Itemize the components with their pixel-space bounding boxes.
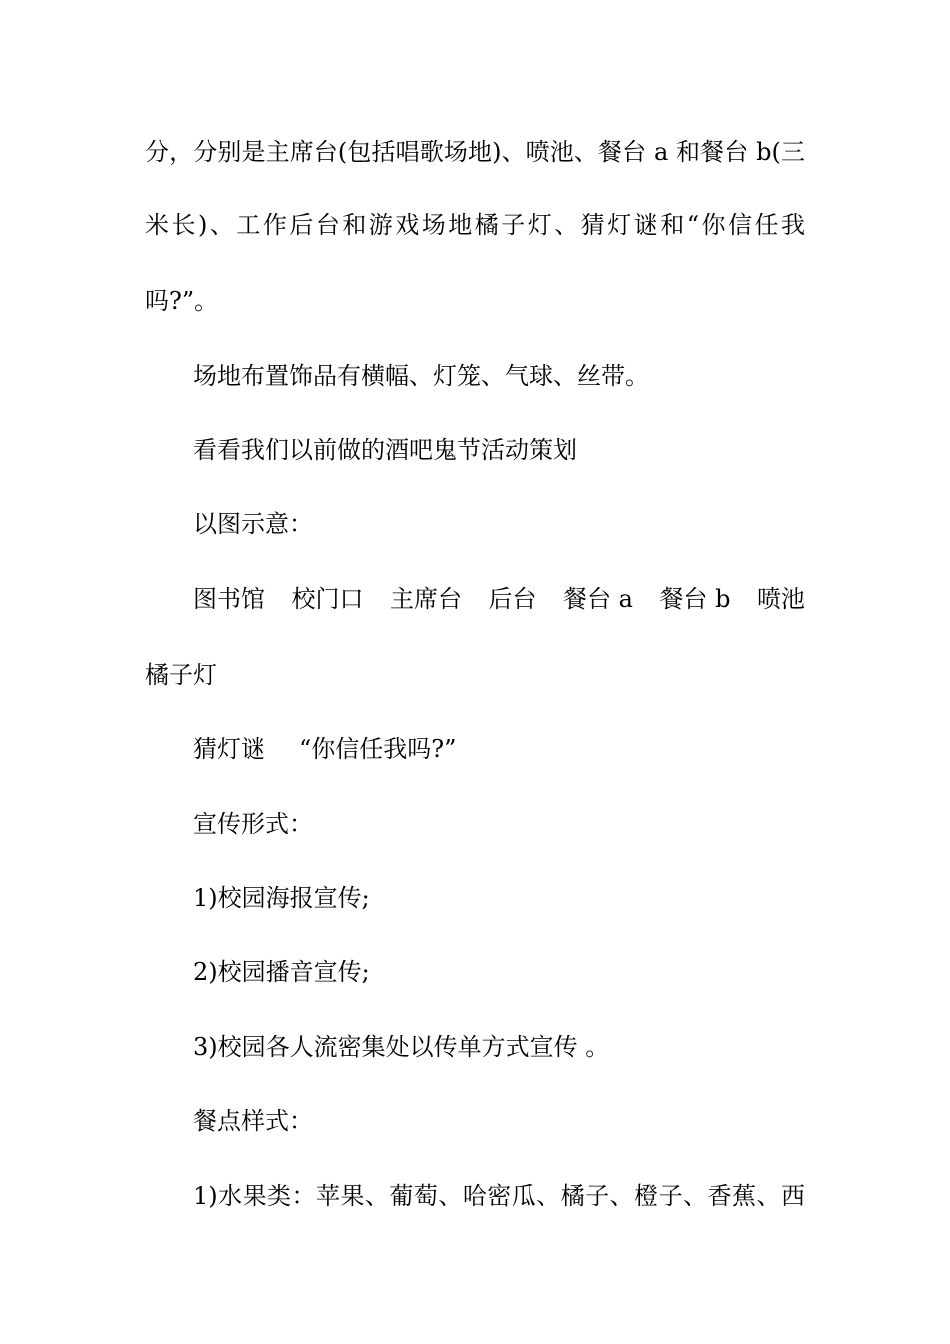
venue-label: 图书馆 <box>193 585 265 613</box>
game-row <box>193 733 456 765</box>
venue-label: 餐台 a <box>563 585 633 613</box>
venue-label: 喷池 <box>756 585 805 613</box>
venue-label: 主席台 <box>390 585 462 613</box>
promo-item: 3)校园各人流密集处以传单方式宣传 。 <box>193 1033 610 1061</box>
venue-map-row <box>193 583 805 615</box>
paragraph-decoration: 场地布置饰品有横幅、灯笼、气球、丝带。 <box>193 362 649 390</box>
paragraph-reference: 看看我们以前做的酒吧鬼节活动策划 <box>193 436 577 464</box>
promo-item: 1)校园海报宣传; <box>193 884 370 912</box>
game-label: 猜灯谜 <box>193 735 265 763</box>
paragraph-diagram-intro: 以图示意： <box>193 510 313 538</box>
paragraph-line: 吗?”。 <box>145 287 219 315</box>
food-heading: 餐点样式： <box>193 1107 313 1135</box>
venue-label: 后台 <box>488 585 537 613</box>
game-label: “你信任我吗?” <box>299 735 457 763</box>
promo-item: 2)校园播音宣传; <box>193 958 370 986</box>
paragraph-line: 分，分别是主席台(包括唱歌场地)、喷池、餐台 a 和餐台 b(三 <box>145 138 805 166</box>
food-item: 1)水果类：苹果、葡萄、哈密瓜、橘子、橙子、香蕉、西 <box>193 1182 805 1210</box>
venue-label: 餐台 b <box>659 585 731 613</box>
promo-heading: 宣传形式： <box>193 810 313 838</box>
venue-label: 橘子灯 <box>145 661 217 689</box>
venue-label: 校门口 <box>291 585 364 613</box>
paragraph-line: 米长)、工作后台和游戏场地橘子灯、猜灯谜和“你信任我 <box>145 211 805 239</box>
